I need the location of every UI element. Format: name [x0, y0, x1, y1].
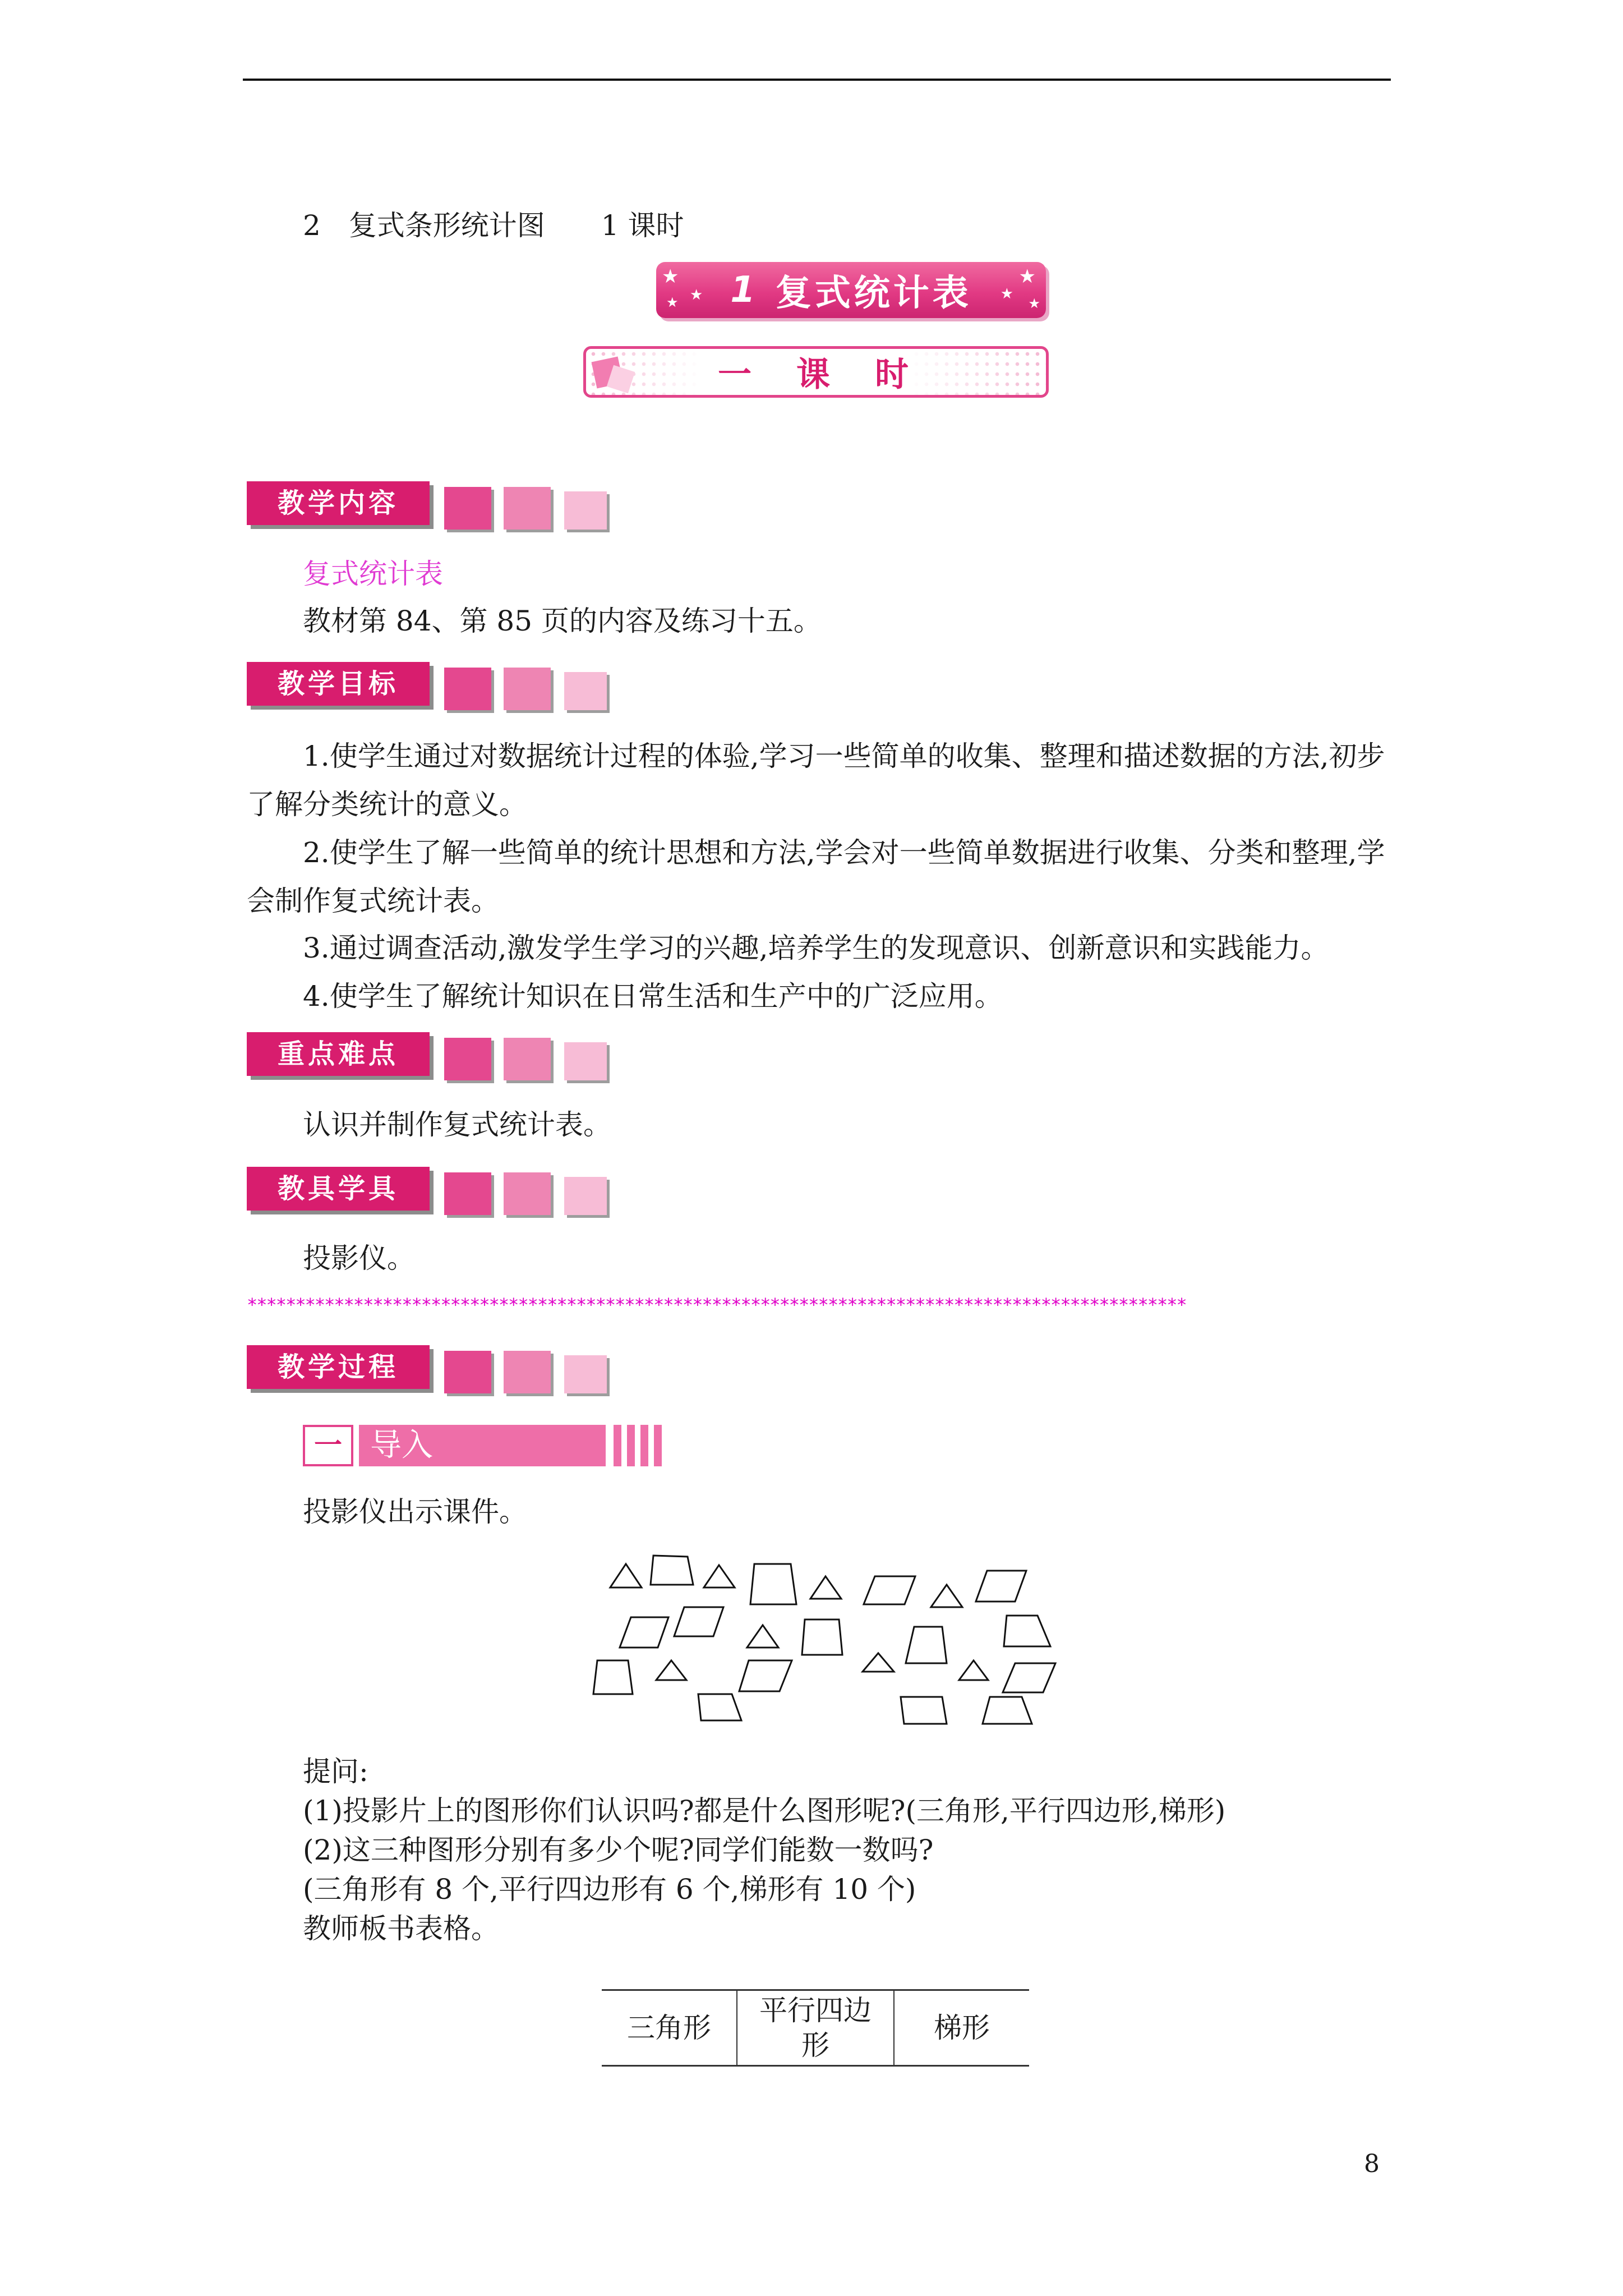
section-label: 重点难点	[247, 1032, 430, 1076]
decor-square	[444, 1351, 491, 1393]
parallelogram-shape	[1003, 1663, 1055, 1692]
table-row	[602, 1990, 1029, 2066]
section-label: 教具学具	[247, 1167, 430, 1211]
section-label: 教学内容	[247, 481, 430, 525]
goal-item: 2.使学生了解一些简单的统计思想和方法,学会对一些简单数据进行收集、分类和整理,学会制作复式统计表。	[247, 836, 1385, 917]
triangle-shape	[610, 1564, 642, 1588]
trapezoid-shape	[802, 1619, 842, 1655]
decor-square	[564, 1177, 607, 1215]
section-label: 教学过程	[247, 1345, 430, 1389]
decor-square	[444, 668, 491, 710]
decor-square	[504, 1038, 551, 1080]
trapezoid-shape	[983, 1697, 1032, 1724]
lesson-banner	[583, 346, 1049, 398]
content-text: 教材第 84、第 85 页的内容及练习十五。	[303, 605, 822, 637]
parallelogram-shape	[864, 1576, 915, 1604]
star-icon: ★	[666, 295, 679, 310]
question-line: (三角形有 8 个,平行四边形有 6 个,梯形有 10 个)	[303, 1873, 916, 1906]
trapezoid-shape	[1004, 1616, 1050, 1646]
section-goals-heading	[247, 662, 611, 712]
decor-bar	[627, 1425, 635, 1466]
triangle-shape	[810, 1576, 841, 1599]
decor-square	[564, 1042, 607, 1080]
triangle-shape	[704, 1565, 735, 1588]
table-header-cell: 平行四边形	[737, 1990, 894, 2066]
title-banner	[656, 262, 1046, 318]
star-divider: *************************************************************************************************	[247, 1294, 1186, 1315]
subsection-bar	[359, 1425, 606, 1466]
triangle-shape	[931, 1585, 962, 1607]
goal-item: 4.使学生了解统计知识在日常生活和生产中的广泛应用。	[303, 980, 1003, 1013]
decor-square	[564, 1355, 607, 1393]
goal-item: 3.通过调查活动,激发学生学习的兴趣,培养学生的发现意识、创新意识和实践能力。	[303, 932, 1329, 964]
parallelogram-shape	[739, 1660, 792, 1691]
triangle-shape	[959, 1660, 988, 1680]
star-icon: ★	[662, 265, 679, 288]
decor-square	[504, 1351, 551, 1393]
title-text	[656, 262, 1046, 318]
section-process-heading	[247, 1345, 611, 1396]
trapezoid-shape	[901, 1697, 947, 1724]
parallelogram-shape	[674, 1607, 723, 1636]
title-number: 1	[730, 269, 759, 311]
title-label: 复式统计表	[775, 273, 972, 314]
question-line: (1)投影片上的图形你们认识吗?都是什么图形呢?(三角形,平行四边形,梯形)	[303, 1795, 1226, 1827]
trapezoid-shape	[698, 1694, 741, 1720]
decor-square	[564, 672, 607, 710]
decor-bar	[614, 1425, 621, 1466]
question-line: (2)这三种图形分别有多少个呢?同学们能数一数吗?	[303, 1834, 934, 1866]
parallelogram-shape	[976, 1571, 1026, 1602]
section-keypoints-heading	[247, 1032, 611, 1083]
goal-item: 1.使学生通过对数据统计过程的体验,学习一些简单的收集、整理和描述数据的方法,初步了解分类统计的意义。	[247, 740, 1385, 821]
triangle-shape	[656, 1660, 686, 1680]
trapezoid-shape	[906, 1627, 947, 1663]
lesson-label: 一 课 时	[586, 349, 1046, 395]
trapezoid-shape	[750, 1564, 796, 1604]
triangle-shape	[863, 1653, 894, 1672]
trapezoid-shape	[651, 1556, 693, 1585]
decor-square	[444, 1038, 491, 1080]
section-label: 教学目标	[247, 662, 430, 706]
triangle-shape	[747, 1625, 778, 1648]
decor-square	[504, 668, 551, 710]
decor-square	[444, 1172, 491, 1215]
parallelogram-shape	[620, 1617, 668, 1648]
shape-count-table	[602, 1989, 1029, 2067]
top-rule	[243, 79, 1391, 81]
content-topic: 复式统计表	[303, 558, 443, 590]
shapes-figure	[583, 1545, 1099, 1731]
table-header-cell: 梯形	[894, 1990, 1029, 2066]
decor-square	[504, 487, 551, 530]
decor-square	[504, 1172, 551, 1215]
star-icon: ★	[1028, 296, 1040, 311]
star-icon: ★	[1000, 286, 1013, 302]
table-header-cell: 三角形	[602, 1990, 737, 2066]
decor-square	[564, 491, 607, 530]
star-icon: ★	[1018, 265, 1036, 288]
subsection-title: 导入	[370, 1427, 433, 1464]
keypoints-text: 认识并制作复式统计表。	[303, 1108, 611, 1141]
subsection-number: 一	[303, 1425, 353, 1466]
star-icon: ★	[690, 287, 703, 303]
decor-bar	[640, 1425, 648, 1466]
tools-text: 投影仪。	[303, 1242, 415, 1274]
question-line: 提问:	[303, 1755, 368, 1788]
subsection-intro-heading	[303, 1425, 679, 1466]
section-tools-heading	[247, 1167, 611, 1217]
trapezoid-shape	[593, 1660, 633, 1694]
chapter-line: 2 复式条形统计图 1 课时	[303, 209, 684, 242]
section-content-heading	[247, 481, 611, 532]
decor-bar	[654, 1425, 662, 1466]
page-number: 8	[1364, 2150, 1380, 2178]
question-line: 教师板书表格。	[303, 1912, 499, 1945]
process-intro: 投影仪出示课件。	[303, 1496, 527, 1528]
decor-square	[444, 487, 491, 530]
